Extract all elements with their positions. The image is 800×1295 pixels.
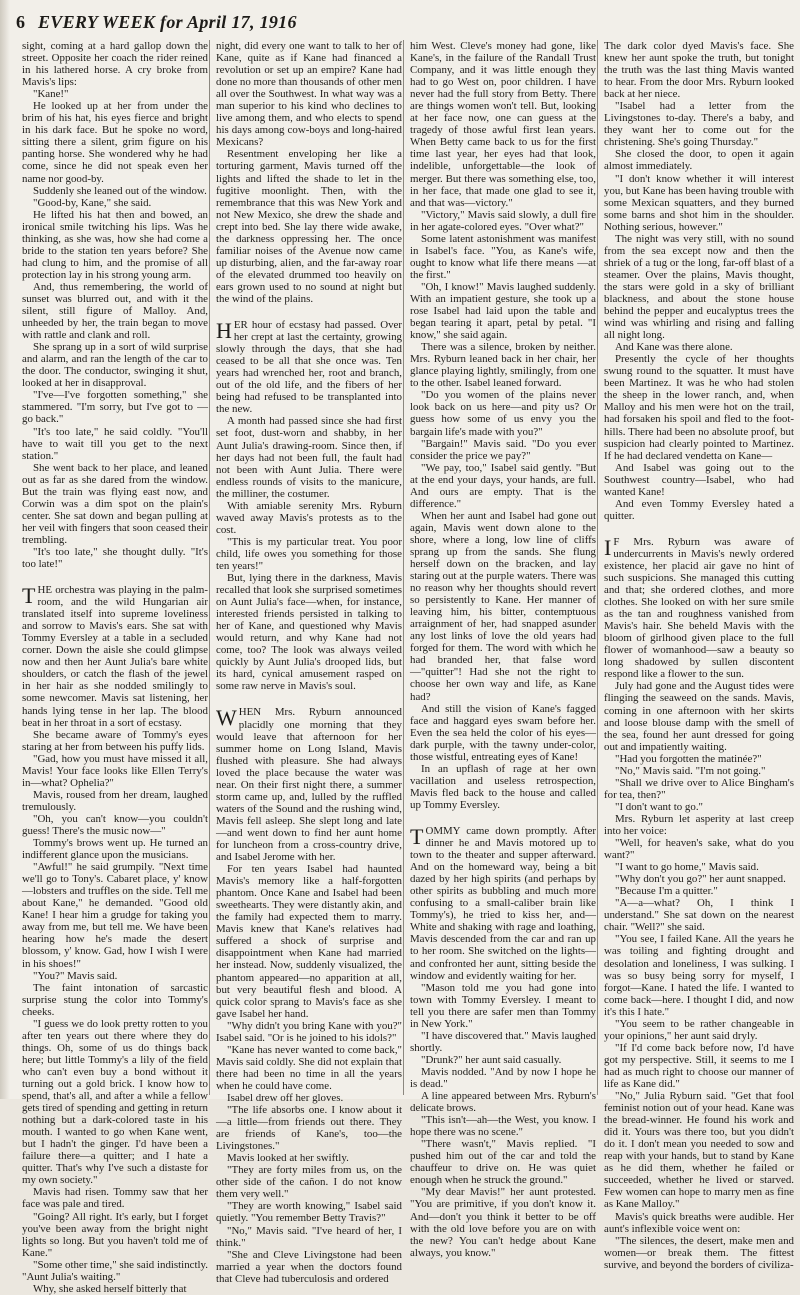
paragraph: And still the vision of Kane's fagged face and haggard eyes swam before her. Even the sea held the color of his eyes—dark purple, with the tawny under-color, those wistful, entreating eyes of Kane!: [410, 702, 596, 763]
paragraph: night, did every one want to talk to her of Kane, quite as if Kane had financed a revolution or set up an empire? Kane had done no more than thousands of other men all over the Southwest. In what way was a man superior to his kind who declines to live among them, and who elects to spend his days among cow-boys and long-haired Mexicans?: [216, 40, 403, 149]
paragraph: "Shall we drive over to Alice Bingham's for tea, then?": [604, 776, 794, 801]
paragraph: Mavis had risen. Tommy saw that her face was pale and tired.: [22, 1186, 208, 1211]
section-opening-paragraph: [410, 825, 596, 982]
paragraph: For ten years Isabel had haunted Mavis's memory like a half-forgotten phantom. Once Kane and Isabel had been sweethearts. They were distantly akin, and the family had expected them to marry. Mavis knew that Kane's relatives had suffered a shock of surprise and disappointment when Kane had married her instead. Now, suddenly visualized, the phantom appeared—no apparition at all, but very beautiful flesh and blood. A quick color sprang to Mavis's face as she gave Isabel her hand.: [216, 863, 402, 1020]
paragraph-text: F Mrs. Ryburn was aware of undercurrents in Mavis's newly ordered existence, her placid air gave no hint of such suspicions. She managed this cutting and that; she ordered clothes, and more clothes. She looked on with her sure smile as the tan and roughness vanished from Mavis's hair. She beheld Mavis with the bloom of girlhood given place to the full flower of womanhood—saw a beauty so long shadowed by sullen discontent respond like a flower to the sun.: [604, 535, 794, 681]
paragraph: In an upflash of rage at her own vacillation and useless retrospection, Mavis fled back to the house and called up Tommy Eversley.: [410, 762, 596, 811]
paragraph: "Oh, I know!" Mavis laughed suddenly. With an impatient gesture, she took up a rose Isabel had laid upon the table and began tearing it apart, petal by petal. "I know," she said again.: [410, 280, 596, 342]
drop-cap: T: [410, 824, 424, 849]
paragraph: Isabel drew off her gloves.: [227, 1091, 344, 1104]
paragraph: "Good-by, Kane," she said.: [33, 196, 152, 209]
paragraph: He lifted his hat then and bowed, an ironical smile twitching his lips. Was he thinking, as she was, how she had come a bride to the station ten years before? She had clung to him, and the promise of all protection lay in his strong young arm.: [22, 208, 208, 281]
paragraph: Suddenly she leaned out of the window.: [33, 184, 207, 197]
paragraph: But, lying there in the darkness, Mavis recalled that look she surprised sometimes on Aunt Julia's face—when, for instance, interested friends persisted in talking to her of Kane, and questioned why Mavis would return, and why Kane had not come, too? The look was always veiled quickly by Aunt Julia's drooped lids, but its hard, cynical amusement rasped on some raw nerve in Mavis's soul.: [216, 572, 402, 693]
paragraph: She sprang up in a sort of wild surprise and alarm, and ran the length of the car to the door. The conductor, swinging it shut, looked at her in disapproval.: [22, 341, 208, 390]
paragraph: "Mason told me you had gone into town with Tommy Eversley. I meant to tell you there are safer men than Tommy in New York.": [410, 981, 596, 1030]
paragraph: A line appeared between Mrs. Ryburn's delicate brows.: [410, 1090, 596, 1115]
paragraph: "It's too late," he said coldly. "You'll have to wait till you get to the next station.": [22, 425, 208, 462]
paragraph: She went back to her place, and leaned out as far as she dared from the window. But the train was flying east now, and Corwin was a dim spot on the plain's center. She sat down and began pulling at her veil with fingers that soon ceased their trembling.: [22, 461, 208, 546]
drop-cap: H: [216, 318, 232, 344]
paragraph: There was a silence, broken by neither. Mrs. Ryburn leaned back in her chair, her glance playing lightly, smilingly, from one to the other. Isabel leaned forward.: [410, 341, 596, 390]
paragraph: "They are forty miles from us, on the other side of the cañon. I do not know them very well.": [216, 1164, 402, 1201]
paragraph: "Isabel had a letter from the Livingstones to-day. There's a baby, and they want her to come out for the christening. She's going Thursday.": [604, 100, 794, 149]
paragraph: "They are worth knowing," Isabel said quietly. "You remember Betty Travis?": [216, 1200, 402, 1225]
paragraph: With amiable serenity Mrs. Ryburn waved away Mavis's protests as to the cost.: [216, 499, 402, 536]
text-column-4: [604, 40, 794, 1271]
running-head: EVERY WEEK for April 17, 1916: [38, 12, 297, 32]
paragraph: "Awful!" he said grumpily. "Next time we'll go to Tony's. Cabaret place, y' know—lobsters and truffles on the side. Tell me about Kane," he demanded. "Good old Kane! I hear him a grudge for taking you away from me, but tell me. We have been hearing how he's made the desert blossom, y' know. Gad, how I wish I were in his shoes!": [22, 861, 208, 970]
paragraph: "Had you forgotten the matinée?": [615, 752, 762, 765]
text-column-2: [216, 40, 403, 1285]
paragraph: "Drunk?" her aunt said casually.: [421, 1053, 562, 1066]
section-opening-paragraph: [216, 706, 402, 863]
paragraph: Tommy's brows went up. He turned an indifferent glance upon the musicians.: [22, 837, 208, 862]
drop-cap: T: [22, 583, 36, 609]
drop-cap: W: [216, 705, 237, 731]
paragraph: "Oh, you can't know—you couldn't guess! There's the music now—": [22, 812, 208, 837]
paragraph: "If I'd come back before now, I'd have got my perspective. Still, it seems to me I had as much right to choose our manner of life as Kane did.": [604, 1041, 794, 1090]
paragraph: "Because I'm a quitter.": [615, 885, 718, 898]
paragraph: "We pay, too," Isabel said gently. "But at the end your days, your hands, are full. And ours are empty. That is the difference.": [410, 461, 596, 510]
paragraph: him West. Cleve's money had gone, like Kane's, in the failure of the Randall Trust Company, and it was little enough they had to go West on, poor children. I have never had the full story from Betty. There are things women won't tell. But, looking at her face now, one can guess at the tragedy of those awful first lean years. When Betty came back to us for the first time last year, her eyes had that look, indelible, unforgettable—the look of merger. But there was something else, too, in her face, that made one glad to see it, and that was—victory.": [410, 40, 596, 209]
section-opening-paragraph: [216, 319, 402, 415]
paragraph: Resentment enveloping her like a torturing garment, Mavis turned off the lights and lifted the shade to let in the fugitive moonlight. Then, with the remembrance that this was New York and not New Mexico, she drew the shade and crept into bed. She lay there wide awake, the darkness oppressing her. The once familiar noises of the Avenue now came up disturbing, alien, and the far-away roar of the elevated drummed too heavily on ears grown used to no sound at night but the wind of the plains.: [216, 148, 402, 305]
paragraph: And, thus remembering, the world of sunset was blurred out, and with it the silent, still figure of Malloy. And, unheeded by her, the train began to move with rattle and clank and roll.: [22, 280, 208, 342]
paragraph: "I don't want to go.": [615, 800, 703, 813]
paragraph: She closed the door, to open it again almost immediately.: [604, 148, 794, 173]
paragraph: "I've—I've forgotten something," she stammered. "I'm sorry, but I've got to —go back.": [22, 389, 208, 426]
paragraph-text: HEN Mrs. Ryburn announced placidly one morning that they would leave that afternoon for her summer home on Long Island, Mavis flushed with pleasure. She had always loved the place because the water was near. On their first night there, a summer storm came up, and, lulled by the ruffled waters of the Sound and the rushing wind, Mavis fell asleep. She slept long and late—and went down to find her aunt home for luncheon from a cross-country drive, and Isabel Jerome with her.: [216, 706, 402, 864]
page-header: [0, 0, 800, 36]
paragraph: "My dear Mavis!" her aunt protested. "You are primitive, if you don't know it. And—don't you think it better to be off with the old love before you are on with the new? You can't hedge about Kane always, you know.": [410, 1186, 596, 1259]
paragraph: "I don't know whether it will interest you, but Kane has been having trouble with some Mexican squatters, and they burned some barns and shot him in the shoulder. Nothing serious, however.": [604, 172, 794, 233]
paragraph: Some latent astonishment was manifest in Isabel's face. "You, as Kane's wife, ought to know what life there means —at the first.": [410, 232, 596, 281]
section-opening-paragraph: [22, 584, 208, 729]
paragraph: "Kane has never wanted to come back," Mavis said coldly. She did not explain that there had been no time in all the years when he could have come.: [216, 1043, 402, 1092]
paragraph: When her aunt and Isabel had gone out again, Mavis went down alone to the shore, where a long, low line of cliffs sprang up from the sands. She flung herself down on the bracken, and lay staring out at the purple waters. There was no reason why her thoughts should revert so persistently to Kane. Her manner of leaving him, his bitter, contemptuous arraignment of her, had snapped asunder any lost links of love the old years had forged for them. The word with which he had branded her, that false word—"quitter"! Had she not the right to choose her own way and life, as Kane had?: [410, 509, 596, 703]
paragraph: Why, she asked herself bitterly that: [33, 1282, 187, 1295]
text-column-1: [22, 40, 208, 1295]
paragraph: "Some other time," she said indistinctly. "Aunt Julia's waiting.": [22, 1258, 208, 1283]
paragraph: The night was very still, with no sound from the sea except now and then the shriek of a tug or the long, far-off blast of a steamer. Over the plains, Mavis thought, the stars were gold in a sky of brilliant blackness, and about the stone house behind the pepper and eucalyptus trees the wind was whirling and rising and falling all night long.: [604, 232, 794, 342]
paragraph: "You?" Mavis said.: [33, 969, 118, 982]
paragraph: The dark color dyed Mavis's face. She knew her aunt spoke the truth, but tonight the truth was the last thing Mavis wanted to hear. From the door Mrs. Ryburn looked back at her niece.: [604, 40, 794, 101]
paragraph: "Gad, how you must have missed it all, Mavis! Your face looks like Ellen Terry's in—what? Ophelia?": [22, 752, 208, 789]
page-number: 6: [16, 12, 25, 32]
paragraph: "There wasn't," Mavis replied. "I pushed him out of the car and told the chauffeur to drive on. He was quiet enough when he struck the ground.": [410, 1138, 596, 1187]
paragraph: And Kane was there alone.: [615, 341, 733, 354]
paragraph: "I guess we do look pretty rotten to you after ten years out there where they do things. Oh, some of us do things back here; but little Tommy's a lily of the field who can't even buy a bond without it turning out a gold brick. I know how to spend, that's all, and after a while a fellow gets tired of spending and getting in return nothing but a dark-colored taste in his mouth. I wanted to go when Kane went, but I hadn't the ginger. I'd have been a failure there—a quitter; and I hate a quitter. That's why I've such a distaste for my own society.": [22, 1017, 208, 1187]
paragraph-text: ER hour of ecstasy had passed. Over her crept at last the certainty, growing slowly through the days, that she had ceased to be all that she once was. Ten years had wrenched her, root and branch, out of the old life, and the fibers of her being had refused to be transplanted into the new.: [216, 319, 402, 416]
paragraph: Mavis's quick breaths were audible. Her aunt's inflexible voice went on:: [604, 1210, 794, 1235]
paragraph: "No," Mavis said. "I'm not going.": [615, 764, 766, 777]
paragraph: "The life absorbs one. I know about it—a little—from friends out there. They are friends of Kane's, too—the Livingstones.": [216, 1104, 402, 1153]
paragraph: "Why didn't you bring Kane with you?" Isabel said. "Or is he joined to his idols?": [216, 1019, 402, 1044]
paragraph: And even Tommy Eversley hated a quitter.: [604, 497, 794, 522]
paragraph: "You seem to be rather changeable in your opinions," her aunt said dryly.: [604, 1017, 794, 1042]
paragraph: "The silences, the desert, make men and women—or break them. The fittest survive, and beyond the borders of civiliza-: [604, 1234, 794, 1271]
paragraph: And Isabel was going out to the Southwest country—Isabel, who had wanted Kane!: [604, 461, 794, 498]
paragraph: "Bargain!" Mavis said. "Do you ever consider the price we pay?": [410, 437, 596, 462]
paragraph: The faint intonation of sarcastic surprise stung the color into Tommy's cheeks.: [22, 981, 208, 1018]
paragraph-text: HE orchestra was playing in the palm-room, and the wild Hungarian air translated itself into supreme loveliness and sorrow to Mavis's ears. She sat with Tommy Eversley at a table in a secluded corner. Down the aisle she could glimpse now and then her Aunt Julia's bare white shoulders, or catch the flash of the jewel in her hair as she nodded smilingly to some newcomer. Mavis sat listening, her hands lying tense in her lap. The blood beat in her throat in a sort of ecstasy.: [22, 584, 208, 729]
paragraph: Mrs. Ryburn let asperity at last creep into her voice:: [604, 812, 794, 837]
paragraph: July had gone and the August tides were flinging the seaweed on the sands. Mavis, coming in one afternoon with her skirts and loose blouse damp with the smell of the sea, found her aunt dressed for going out and impatiently waiting.: [604, 680, 794, 753]
paragraph: "It's too late," she thought dully. "It's too late!": [22, 545, 208, 571]
paragraph: "Well, for heaven's sake, what do you want?": [604, 837, 794, 862]
paragraph: "She and Cleve Livingstone had been married a year when the doctors found that Cleve had tuberculosis and ordered: [216, 1248, 402, 1285]
drop-cap: I: [604, 534, 612, 560]
paragraph: "Kane!": [33, 88, 69, 101]
paragraph: Mavis nodded. "And by now I hope he is dead.": [410, 1065, 596, 1090]
paragraph: She became aware of Tommy's eyes staring at her from between his puffy lids.: [22, 728, 208, 753]
paragraph: "Victory," Mavis said slowly, a dull fire in her agate-colored eyes. "Over what?": [410, 208, 596, 233]
paragraph: "No," Mavis said. "I've heard of her, I think.": [216, 1224, 402, 1249]
paragraph: "I have discovered that." Mavis laughed shortly.: [410, 1029, 596, 1054]
paragraph: "You see, I failed Kane. All the years he was toiling and fighting drought and desolation and loneliness, I was sulking. I was so busy being sorry for myself, I forgot—Kane. I hated the life. I wanted to come back—here. I thought I did, and now it's this I hate.": [604, 933, 794, 1018]
paragraph: "No," Julia Ryburn said. "Get that fool feminist notion out of your head. Kane was the bread-winner. He found his work and did it. Yours was there too, but you didn't do it. I don't mean you needed to sow and reap with your hands, but to stand by Kane as he did them, whether he failed or succeeded, whether he lived or starved. Few women can hope to marry men as fine as Kane Malloy.": [604, 1090, 794, 1211]
paragraph: sight, coming at a hard gallop down the street. Opposite her coach the rider reined in his lathered horse. A cry broke from Mavis's lips:: [22, 40, 208, 89]
paragraph: He looked up at her from under the brim of his hat, his eyes fierce and bright in his dark face. But he spoke no word, sitting there a silent, grim figure on his panting horse. She wondered why he had come, since he did not speak even her name nor good-by.: [22, 100, 208, 185]
paragraph: "Why don't you go?" her aunt snapped.: [615, 873, 786, 886]
paragraph: Presently the cycle of her thoughts swung round to the squatter. It must have been Martinez. It was he who had stolen the sheep in the lower ranch, and, when Malloy and his men were hot on the trail, had forsaken his spoil and fled to the foot-hills. There had been no absolute proof, but suspicion had clearly pointed to Martinez. If he had declared vendetta on Kane—: [604, 353, 794, 462]
paragraph: "I want to go home," Mavis said.: [615, 861, 759, 874]
paragraph: Mavis looked at her swiftly.: [227, 1152, 349, 1165]
paragraph: "A—a—what? Oh, I think I understand." She sat down on the nearest chair. "Well?" she said.: [604, 897, 794, 934]
paragraph: "This isn't—ah—the West, you know. I hope there was no scene.": [410, 1114, 596, 1139]
section-opening-paragraph: [604, 536, 794, 681]
paragraph: "This is my particular treat. You poor child, life owes you something for those ten years!": [216, 535, 402, 572]
paragraph: A month had passed since she had first set foot, dust-worn and shabby, in her Aunt Julia's drawing-room. Since then, if her days had not been full, the fault had not been with Aunt Julia. There were endless rounds of visits to the manicure, the milliner, the costumer.: [216, 415, 402, 500]
article-columns: [0, 40, 800, 1295]
paragraph: "Do you women of the plains never look back on us here—and pity us? Or guess how some of us envy you the bargain life's made with you?": [410, 389, 596, 438]
paragraph-text: OMMY came down promptly. After dinner he and Mavis motored up to town to the theater and supper afterward. And on the homeward way, being a bit dazed by her high spirits (and perhaps by other spirits as bubbling and much more confusing to a small-caliber brain like Tommy's), he tried to kiss her, and— White and shaking with rage and loathing, Mavis descended from the car and ran up to her room. She switched on the lights—and confronted her aunt, sitting beside the window and evidently waiting for her.: [410, 825, 596, 982]
paragraph: Mavis, roused from her dream, laughed tremulously.: [22, 788, 208, 813]
paragraph: "Going? All right. It's early, but I forget you've been away from the bright night lights so long. But you haven't told me of Kane.": [22, 1210, 208, 1259]
text-column-3: [410, 40, 596, 1259]
